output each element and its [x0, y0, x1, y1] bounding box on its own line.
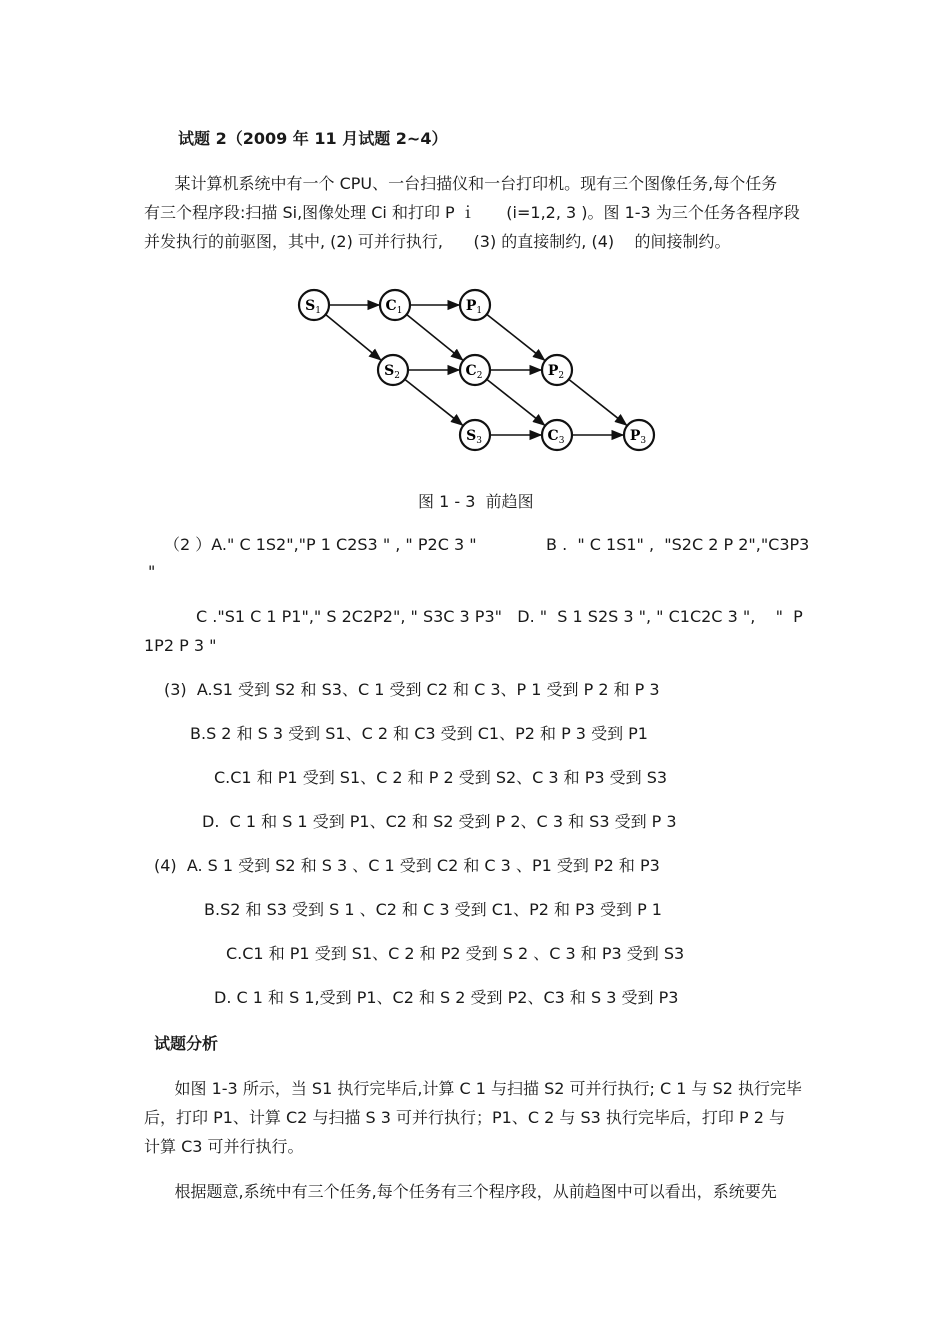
analysis-paragraph [144, 1074, 806, 1161]
question-title: 试题 2（2009 年 11 月试题 2~4） [178, 129, 448, 148]
q2-option-cd: C ."S1 C 1 P1"," S 2C2P2", " S3C 3 P3" D. " S 1 S2S 3 ", " C1C2C 3 ", " P [196, 607, 803, 626]
precedence-graph [0, 0, 950, 480]
node-S3 [460, 420, 490, 450]
q4-option-d: D. C 1 和 S 1,受到 P1、C2 和 S 2 受到 P2、C3 和 S 3 受到 P3 [214, 988, 679, 1007]
q4-option-c: C.C1 和 P1 受到 S1、C 2 和 P2 受到 S 2 、C 3 和 P3 受到 S3 [226, 944, 685, 963]
edge-C2-C3 [487, 379, 545, 425]
analysis-paragraph-2 [144, 1177, 806, 1206]
edge-S1-S2 [326, 315, 381, 360]
analysis-line: 后，打印 P1、计算 C2 与扫描 S 3 可并行执行；P1、C 2 与 S3 执行完毕后，打印 P 2 与 [144, 1108, 785, 1127]
node-C1 [380, 290, 410, 320]
node-label: $S_2$ [384, 363, 400, 381]
node-label: $C_3$ [547, 428, 565, 446]
q2-option-b: B . " C 1S1" , "S2C 2 P 2","C3P3 [546, 535, 810, 554]
q3-option-a: (3) A.S1 受到 S2 和 S3、C 1 受到 C2 和 C 3、P 1 受到 P 2 和 P 3 [164, 680, 660, 699]
node-label: $P_3$ [629, 428, 647, 446]
figure-caption: 图 1 - 3 前趋图 [418, 492, 534, 511]
edge-C1-C2 [407, 314, 463, 359]
intro-line: 并发执行的前驱图，其中, (2) 可并行执行, (3) 的直接制约, (4) 的间接制约。 [144, 232, 731, 251]
node-label: $S_1$ [305, 298, 321, 316]
node-label: $P_2$ [547, 363, 565, 381]
q4-option-b: B.S2 和 S3 受到 S 1 、C2 和 C 3 受到 C1、P2 和 P3 受到 P 1 [204, 900, 662, 919]
edge-P1-P2 [487, 314, 545, 360]
intro-line: 有三个程序段:扫描 Si,图像处理 Ci 和打印 P ｉ (i=1,2, 3 )。图 1-3 为三个任务各程序段 [144, 203, 800, 222]
node-label: $P_1$ [465, 298, 483, 316]
analysis-line: 计算 C3 可并行执行。 [144, 1137, 304, 1156]
q2-option-a: （2 ）A." C 1S2","P 1 C2S3 " , " P2C 3 " [164, 535, 477, 554]
node-S2 [378, 355, 408, 385]
q3-option-c: C.C1 和 P1 受到 S1、C 2 和 P 2 受到 S2、C 3 和 P3 受到 S3 [214, 768, 668, 787]
node-C2 [460, 355, 490, 385]
node-label: $C_1$ [385, 298, 403, 316]
node-P1 [460, 290, 490, 320]
q3-option-b: B.S 2 和 S 3 受到 S1、C 2 和 C3 受到 C1、P2 和 P 3 受到 P1 [190, 724, 648, 743]
intro-line: 某计算机系统中有一个 CPU、一台扫描仪和一台打印机。现有三个图像任务,每个任务 [144, 174, 778, 193]
node-label: $S_3$ [466, 428, 482, 446]
q3-option-d: D. C 1 和 S 1 受到 P1、C2 和 S2 受到 P 2、C 3 和 S3 受到 P 3 [202, 812, 677, 831]
q2-option-d-end: 1P2 P 3 " [144, 636, 217, 655]
analysis-line: 根据题意,系统中有三个任务,每个任务有三个程序段，从前趋图中可以看出，系统要先 [144, 1182, 777, 1201]
analysis-line: 如图 1-3 所示，当 S1 执行完毕后,计算 C 1 与扫描 S2 可并行执行; C 1 与 S2 执行完毕 [144, 1079, 803, 1098]
node-P2 [542, 355, 572, 385]
q2-option-b-end: " [148, 562, 156, 581]
edge-P2-P3 [569, 379, 627, 425]
analysis-heading: 试题分析 [154, 1034, 219, 1053]
node-label: $C_2$ [465, 363, 483, 381]
q4-option-a: (4) A. S 1 受到 S2 和 S 3 、C 1 受到 C2 和 C 3 、P1 受到 P2 和 P3 [154, 856, 660, 875]
edge-S2-S3 [405, 379, 463, 425]
node-C3 [542, 420, 572, 450]
node-S1 [299, 290, 329, 320]
node-P3 [624, 420, 654, 450]
